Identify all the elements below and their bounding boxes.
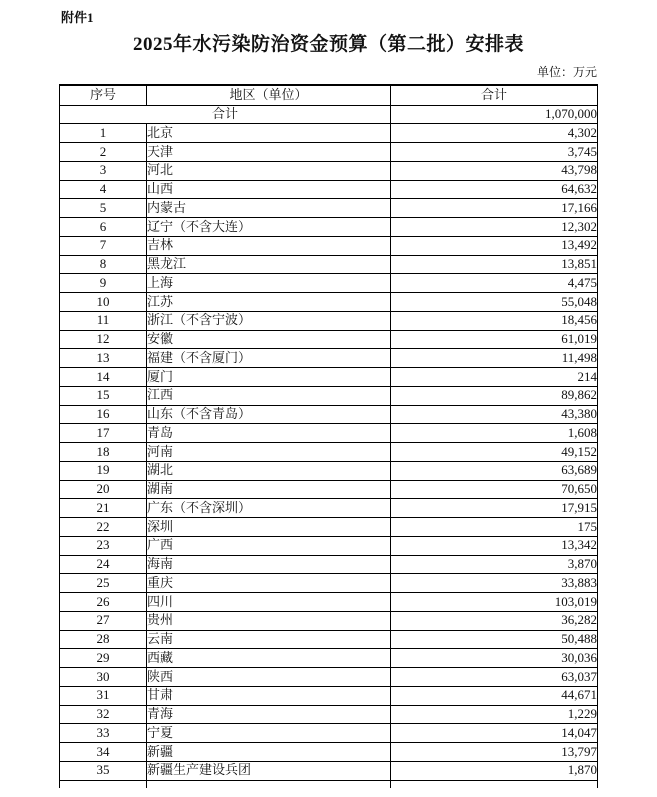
cell-no: 26 <box>60 593 147 612</box>
cell-region: 陕西 <box>147 668 391 687</box>
cell-no: 10 <box>60 293 147 312</box>
cell-no: 2 <box>60 143 147 162</box>
cell-region: 河北 <box>147 161 391 180</box>
table-row <box>60 424 598 443</box>
cell-value: 17,166 <box>391 199 598 218</box>
cell-region: 重庆 <box>147 574 391 593</box>
cell-no: 15 <box>60 386 147 405</box>
cell-region: 新疆 <box>147 743 391 762</box>
cell-region: 四川 <box>147 593 391 612</box>
table-row <box>60 405 598 424</box>
cell-region: 内蒙古 <box>147 199 391 218</box>
cell-value: 3,870 <box>391 555 598 574</box>
cell-region: 厦门 <box>147 368 391 387</box>
cell-region: 深圳 <box>147 518 391 537</box>
cell-no: 23 <box>60 536 147 555</box>
table-row <box>60 686 598 705</box>
cell-no: 1 <box>60 124 147 143</box>
cell-region: 湖南 <box>147 480 391 499</box>
cell-no: 5 <box>60 199 147 218</box>
page-title: 2025年水污染防治资金预算（第二批）安排表 <box>132 34 524 55</box>
cell-region: 天津 <box>147 143 391 162</box>
total-row-label: 合计 <box>60 105 391 124</box>
table-row <box>60 255 598 274</box>
cell-value: 70,650 <box>391 480 598 499</box>
cell-region: 云南 <box>147 630 391 649</box>
cell-value: 3,745 <box>391 143 598 162</box>
table-row <box>60 536 598 555</box>
cell-value: 36,282 <box>391 611 598 630</box>
table-row <box>60 761 598 780</box>
cell-value: 4,475 <box>391 274 598 293</box>
cell-value: 50,488 <box>391 630 598 649</box>
cell-region: 河南 <box>147 443 391 462</box>
cell-no: 22 <box>60 518 147 537</box>
table-row <box>60 630 598 649</box>
cell-value: 14,047 <box>391 724 598 743</box>
unit-note: 单位：万元 <box>536 65 597 79</box>
attachment-label: 附件1 <box>61 10 94 25</box>
table-row <box>60 293 598 312</box>
cutoff-row-stub <box>60 780 598 788</box>
table-row <box>60 368 598 387</box>
cell-region: 青海 <box>147 705 391 724</box>
table-row <box>60 330 598 349</box>
header-cell-no: 序号 <box>60 85 147 105</box>
cell-no: 27 <box>60 611 147 630</box>
cell-region: 山西 <box>147 180 391 199</box>
cell-no: 6 <box>60 218 147 237</box>
cell-value: 61,019 <box>391 330 598 349</box>
cell-no: 12 <box>60 330 147 349</box>
cell-no: 28 <box>60 630 147 649</box>
cell-value: 49,152 <box>391 443 598 462</box>
table-row <box>60 724 598 743</box>
cell-region: 广东（不含深圳） <box>147 499 391 518</box>
cell-no: 17 <box>60 424 147 443</box>
cell-value: 43,798 <box>391 161 598 180</box>
cell-value: 12,302 <box>391 218 598 237</box>
cell-value: 1,229 <box>391 705 598 724</box>
cell-no: 33 <box>60 724 147 743</box>
cell-region: 辽宁（不含大连） <box>147 218 391 237</box>
header-cell-total: 合计 <box>391 85 598 105</box>
cell-value: 55,048 <box>391 293 598 312</box>
cell-no: 25 <box>60 574 147 593</box>
cell-no: 20 <box>60 480 147 499</box>
cell-value: 30,036 <box>391 649 598 668</box>
cell-no: 9 <box>60 274 147 293</box>
cell-value: 214 <box>391 368 598 387</box>
cell-region: 吉林 <box>147 236 391 255</box>
table-row <box>60 499 598 518</box>
cell-no: 29 <box>60 649 147 668</box>
table-row <box>60 311 598 330</box>
cell-value: 89,862 <box>391 386 598 405</box>
cell-region: 江苏 <box>147 293 391 312</box>
table-row <box>60 611 598 630</box>
cell-region: 贵州 <box>147 611 391 630</box>
cell-value: 13,851 <box>391 255 598 274</box>
table-row <box>60 143 598 162</box>
cell-value: 63,037 <box>391 668 598 687</box>
cell-value: 63,689 <box>391 461 598 480</box>
cell-no: 14 <box>60 368 147 387</box>
cell-no: 11 <box>60 311 147 330</box>
cell-value: 17,915 <box>391 499 598 518</box>
table-row <box>60 555 598 574</box>
cell-no: 31 <box>60 686 147 705</box>
table-row <box>60 236 598 255</box>
cell-region: 安徽 <box>147 330 391 349</box>
cell-no: 18 <box>60 443 147 462</box>
cell-region: 甘肃 <box>147 686 391 705</box>
cell-value: 33,883 <box>391 574 598 593</box>
cell-no: 19 <box>60 461 147 480</box>
cell-no: 35 <box>60 761 147 780</box>
cell-region: 广西 <box>147 536 391 555</box>
cell-region: 浙江（不含宁波） <box>147 311 391 330</box>
cell-value: 175 <box>391 518 598 537</box>
table-row <box>60 480 598 499</box>
cell-region: 上海 <box>147 274 391 293</box>
table-row <box>60 443 598 462</box>
table-row <box>60 461 598 480</box>
table-row <box>60 386 598 405</box>
cell-region: 江西 <box>147 386 391 405</box>
table-row <box>60 668 598 687</box>
cell-no: 3 <box>60 161 147 180</box>
table-row <box>60 349 598 368</box>
cell-region: 新疆生产建设兵团 <box>147 761 391 780</box>
table-row <box>60 199 598 218</box>
cell-region: 青岛 <box>147 424 391 443</box>
table-row <box>60 180 598 199</box>
cell-value: 44,671 <box>391 686 598 705</box>
cell-no: 4 <box>60 180 147 199</box>
cell-no: 24 <box>60 555 147 574</box>
cell-region: 湖北 <box>147 461 391 480</box>
total-row-value: 1,070,000 <box>391 105 598 124</box>
table-header-row <box>60 85 598 105</box>
cell-no: 34 <box>60 743 147 762</box>
cell-value: 4,302 <box>391 124 598 143</box>
table-row <box>60 218 598 237</box>
cell-value: 13,492 <box>391 236 598 255</box>
cell-region: 海南 <box>147 555 391 574</box>
table-row <box>60 593 598 612</box>
cell-no: 16 <box>60 405 147 424</box>
budget-table <box>59 84 598 788</box>
cell-value: 103,019 <box>391 593 598 612</box>
cell-region: 西藏 <box>147 649 391 668</box>
table-row <box>60 743 598 762</box>
cell-no: 30 <box>60 668 147 687</box>
table-body <box>60 105 598 788</box>
cell-value: 64,632 <box>391 180 598 199</box>
header-cell-region: 地区（单位） <box>147 85 391 105</box>
cell-region: 黑龙江 <box>147 255 391 274</box>
table-row <box>60 518 598 537</box>
total-row <box>60 105 598 124</box>
table-row <box>60 649 598 668</box>
cell-no: 21 <box>60 499 147 518</box>
cell-no: 32 <box>60 705 147 724</box>
cell-region: 北京 <box>147 124 391 143</box>
table-row <box>60 161 598 180</box>
cell-region: 福建（不含厦门） <box>147 349 391 368</box>
table-row <box>60 574 598 593</box>
cell-no: 8 <box>60 255 147 274</box>
cell-value: 11,498 <box>391 349 598 368</box>
table-row <box>60 274 598 293</box>
table-row <box>60 124 598 143</box>
cell-value: 13,797 <box>391 743 598 762</box>
cell-value: 1,608 <box>391 424 598 443</box>
cell-value: 18,456 <box>391 311 598 330</box>
cell-region: 宁夏 <box>147 724 391 743</box>
cell-no: 7 <box>60 236 147 255</box>
cell-region: 山东（不含青岛） <box>147 405 391 424</box>
table-row <box>60 705 598 724</box>
cell-value: 13,342 <box>391 536 598 555</box>
cell-value: 43,380 <box>391 405 598 424</box>
cell-no: 13 <box>60 349 147 368</box>
cell-value: 1,870 <box>391 761 598 780</box>
